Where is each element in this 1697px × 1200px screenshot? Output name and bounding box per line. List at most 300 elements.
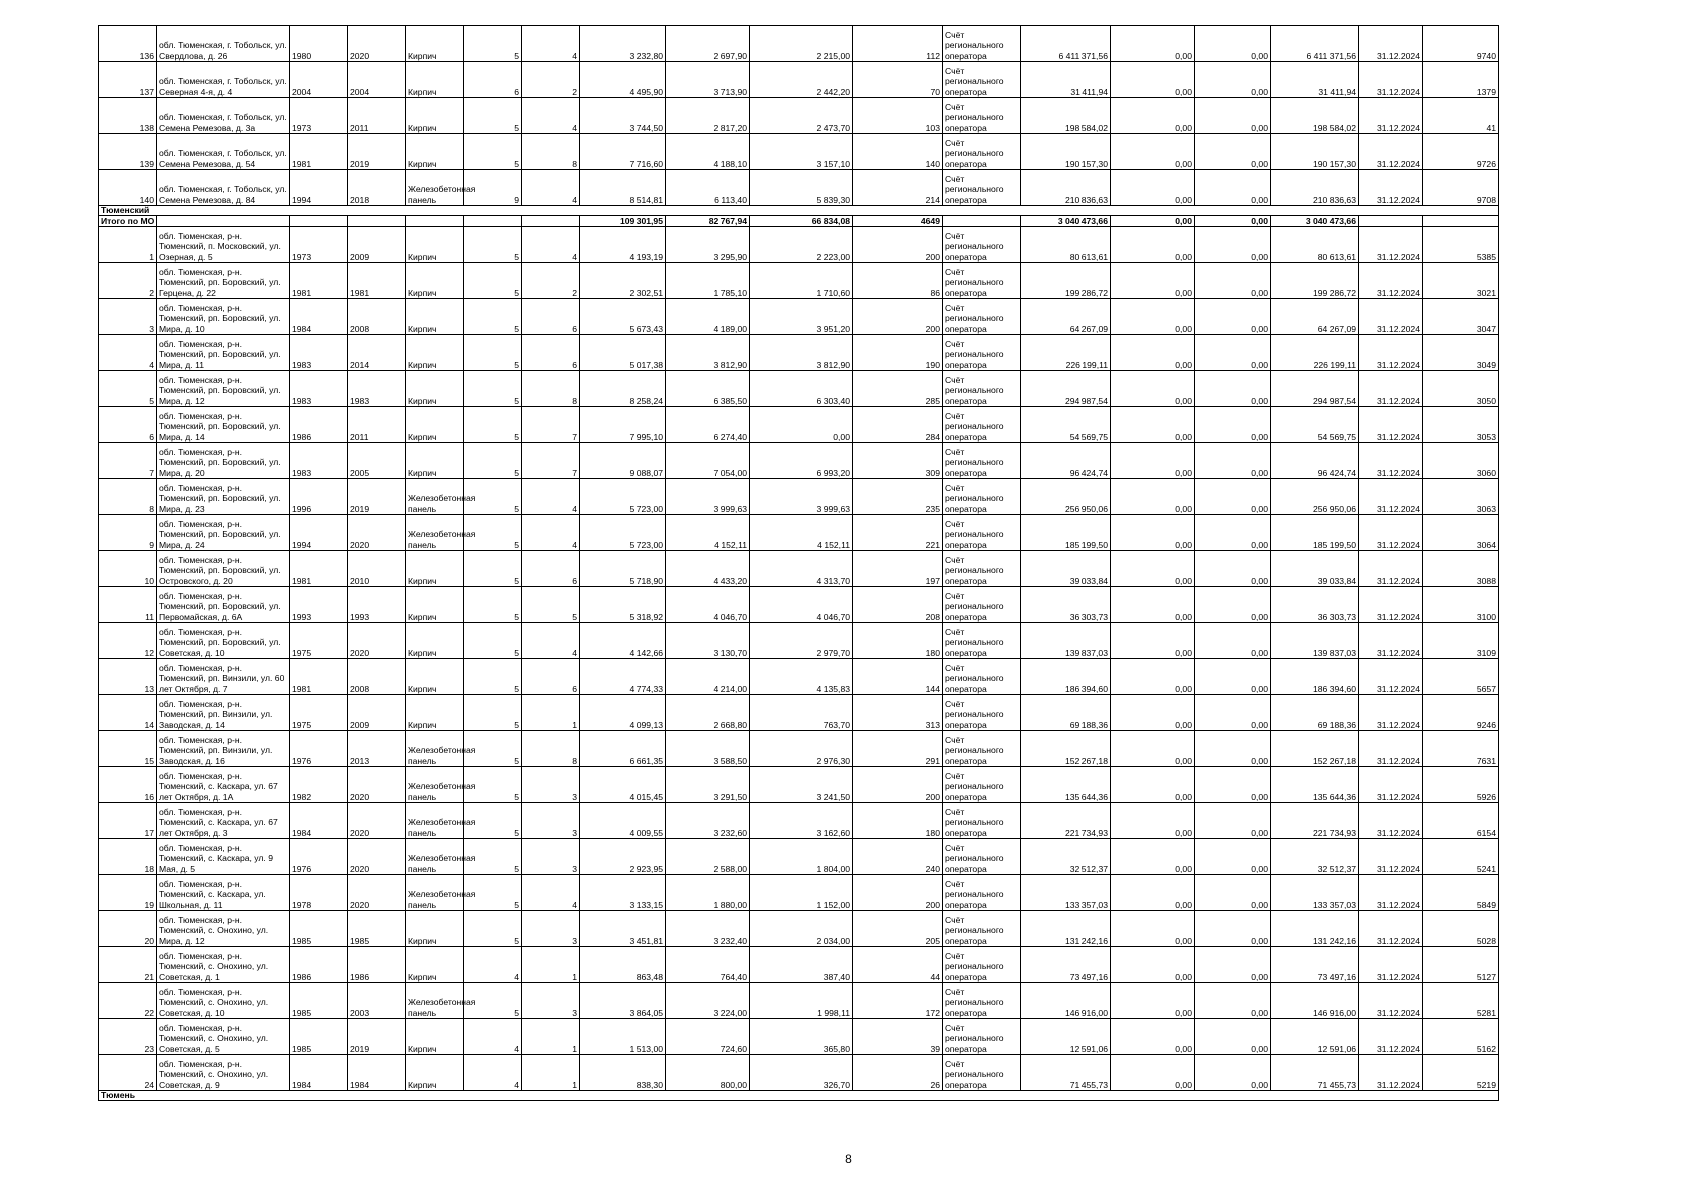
cell-funding-source: Счёт регионального оператора [943, 659, 1021, 695]
cell-fund-b: 0,00 [1195, 335, 1271, 371]
table-row [99, 263, 1499, 299]
cell-fund-a: 0,00 [1111, 134, 1195, 170]
cell-wall-material: Кирпич [406, 659, 464, 695]
cell-id: 3053 [1423, 407, 1499, 443]
cell-address: обл. Тюменская, г. Тобольск, ул. Семена Ремезова, д. 84 [157, 170, 290, 206]
cell-wall-material: Железобетонная панель [406, 767, 464, 803]
cell-fund-b: 0,00 [1195, 551, 1271, 587]
cell-floors: 5 [464, 227, 522, 263]
total-row [99, 216, 1499, 227]
cell-year-built: 1981 [290, 134, 348, 170]
cell-deadline: 31.12.2024 [1359, 407, 1423, 443]
cell-year-repair: 2008 [348, 299, 406, 335]
cell-area-private: 1 804,00 [750, 839, 853, 875]
cell-deadline: 31.12.2024 [1359, 803, 1423, 839]
cell-cost-total: 199 286,72 [1021, 263, 1111, 299]
cell-year-repair: 2020 [348, 767, 406, 803]
cell-cost-total: 6 411 371,56 [1021, 26, 1111, 62]
cell-year-repair: 2020 [348, 839, 406, 875]
cell-year-repair: 2005 [348, 443, 406, 479]
cell-id: 5219 [1423, 1055, 1499, 1091]
cell-deadline: 31.12.2024 [1359, 26, 1423, 62]
cell-residents: 70 [853, 62, 943, 98]
cell-fund-b: 0,00 [1195, 587, 1271, 623]
cell-address: обл. Тюменская, р-н. Тюменский, с. Каскара, ул. 67 лет Октября, д. 1А [157, 767, 290, 803]
cell-num: 7 [99, 443, 157, 479]
cell-fund-a: 0,00 [1111, 875, 1195, 911]
cell-entrances: 4 [522, 227, 580, 263]
cell-fund-a: 0,00 [1111, 623, 1195, 659]
cell-entrances: 5 [522, 587, 580, 623]
cell-fund-b: 0,00 [1195, 911, 1271, 947]
cell-cost-total: 135 644,36 [1021, 767, 1111, 803]
table-row [99, 983, 1499, 1019]
cell-area-private: 2 979,70 [750, 623, 853, 659]
cell-entrances: 4 [522, 623, 580, 659]
cell-area-private: 387,40 [750, 947, 853, 983]
cell-fund-b: 0,00 [1195, 26, 1271, 62]
cell-deadline: 31.12.2024 [1359, 947, 1423, 983]
cell-fund-b: 0,00 [1195, 1055, 1271, 1091]
cell-fund-a: 0,00 [1111, 551, 1195, 587]
cell-area-rooms: 2 817,20 [666, 98, 750, 134]
cell-funding-source: Счёт регионального оператора [943, 170, 1021, 206]
cell-entrances: 4 [522, 98, 580, 134]
cell-num: 11 [99, 587, 157, 623]
cell-id: 5849 [1423, 875, 1499, 911]
cell-fund-a: 0,00 [1111, 911, 1195, 947]
cell-area-private: 3 162,60 [750, 803, 853, 839]
cell-fund-c: 131 242,16 [1271, 911, 1359, 947]
cell-entrances: 4 [522, 515, 580, 551]
cell-residents: 285 [853, 371, 943, 407]
cell-floors: 5 [464, 839, 522, 875]
cell-fund-c: 221 734,93 [1271, 803, 1359, 839]
cell-area-rooms: 3 713,90 [666, 62, 750, 98]
cell-area-rooms: 4 433,20 [666, 551, 750, 587]
cell-residents: 313 [853, 695, 943, 731]
cell-floors: 6 [464, 62, 522, 98]
cell-fund-c: 139 837,03 [1271, 623, 1359, 659]
cell-entrances: 8 [522, 731, 580, 767]
total-cell: 3 040 473,66 [1271, 216, 1359, 227]
cell-cost-total: 36 303,73 [1021, 587, 1111, 623]
cell-entrances: 1 [522, 1019, 580, 1055]
cell-fund-c: 96 424,74 [1271, 443, 1359, 479]
cell-fund-a: 0,00 [1111, 515, 1195, 551]
cell-residents: 284 [853, 407, 943, 443]
cell-id: 5127 [1423, 947, 1499, 983]
cell-fund-c: 256 950,06 [1271, 479, 1359, 515]
cell-deadline: 31.12.2024 [1359, 371, 1423, 407]
cell-funding-source: Счёт регионального оператора [943, 299, 1021, 335]
table-row [99, 1019, 1499, 1055]
cell-total-area: 4 142,66 [580, 623, 666, 659]
cell-id: 41 [1423, 98, 1499, 134]
cell-residents: 221 [853, 515, 943, 551]
cell-cost-total: 64 267,09 [1021, 299, 1111, 335]
cell-deadline: 31.12.2024 [1359, 515, 1423, 551]
cell-area-rooms: 2 588,00 [666, 839, 750, 875]
cell-cost-total: 39 033,84 [1021, 551, 1111, 587]
cell-residents: 86 [853, 263, 943, 299]
cell-cost-total: 226 199,11 [1021, 335, 1111, 371]
cell-area-rooms: 3 130,70 [666, 623, 750, 659]
cell-floors: 5 [464, 911, 522, 947]
cell-wall-material: Кирпич [406, 62, 464, 98]
cell-funding-source: Счёт регионального оператора [943, 839, 1021, 875]
cell-fund-b: 0,00 [1195, 98, 1271, 134]
cell-fund-c: 190 157,30 [1271, 134, 1359, 170]
cell-area-private: 4 046,70 [750, 587, 853, 623]
cell-num: 13 [99, 659, 157, 695]
cell-fund-b: 0,00 [1195, 263, 1271, 299]
cell-area-rooms: 3 295,90 [666, 227, 750, 263]
cell-fund-a: 0,00 [1111, 443, 1195, 479]
cell-fund-b: 0,00 [1195, 731, 1271, 767]
cell-total-area: 2 923,95 [580, 839, 666, 875]
cell-floors: 5 [464, 983, 522, 1019]
cell-entrances: 4 [522, 875, 580, 911]
table-row [99, 695, 1499, 731]
cell-deadline: 31.12.2024 [1359, 731, 1423, 767]
cell-year-repair: 2019 [348, 134, 406, 170]
cell-id: 5657 [1423, 659, 1499, 695]
cell-num: 140 [99, 170, 157, 206]
cell-year-built: 1981 [290, 551, 348, 587]
cell-entrances: 7 [522, 443, 580, 479]
section-header-row [99, 206, 1499, 216]
cell-wall-material: Кирпич [406, 407, 464, 443]
cell-residents: 208 [853, 587, 943, 623]
cell-funding-source: Счёт регионального оператора [943, 587, 1021, 623]
cell-residents: 291 [853, 731, 943, 767]
cell-fund-a: 0,00 [1111, 371, 1195, 407]
cell-fund-a: 0,00 [1111, 170, 1195, 206]
cell-entrances: 4 [522, 479, 580, 515]
cell-total-area: 2 302,51 [580, 263, 666, 299]
cell-floors: 5 [464, 407, 522, 443]
cell-id: 3060 [1423, 443, 1499, 479]
cell-area-private: 4 152,11 [750, 515, 853, 551]
cell-area-rooms: 724,60 [666, 1019, 750, 1055]
cell-funding-source: Счёт регионального оператора [943, 26, 1021, 62]
cell-address: обл. Тюменская, р-н. Тюменский, рп. Боровский, ул. Первомайская, д. 6А [157, 587, 290, 623]
total-cell: 4649 [853, 216, 943, 227]
cell-floors: 5 [464, 551, 522, 587]
cell-area-private: 0,00 [750, 407, 853, 443]
cell-fund-a: 0,00 [1111, 659, 1195, 695]
cell-funding-source: Счёт регионального оператора [943, 479, 1021, 515]
cell-year-built: 1986 [290, 947, 348, 983]
cell-fund-a: 0,00 [1111, 731, 1195, 767]
cell-cost-total: 210 836,63 [1021, 170, 1111, 206]
cell-fund-b: 0,00 [1195, 227, 1271, 263]
cell-address: обл. Тюменская, р-н. Тюменский, рп. Боровский, ул. Мира, д. 11 [157, 335, 290, 371]
cell-num: 1 [99, 227, 157, 263]
cell-num: 2 [99, 263, 157, 299]
cell-total-area: 4 495,90 [580, 62, 666, 98]
cell-funding-source: Счёт регионального оператора [943, 227, 1021, 263]
cell-fund-a: 0,00 [1111, 98, 1195, 134]
cell-total-area: 9 088,07 [580, 443, 666, 479]
cell-year-repair: 2020 [348, 623, 406, 659]
cell-num: 24 [99, 1055, 157, 1091]
cell-area-rooms: 3 291,50 [666, 767, 750, 803]
cell-residents: 197 [853, 551, 943, 587]
cell-fund-a: 0,00 [1111, 335, 1195, 371]
cell-floors: 5 [464, 26, 522, 62]
cell-cost-total: 152 267,18 [1021, 731, 1111, 767]
page-number: 8 [845, 1152, 852, 1166]
cell-total-area: 3 744,50 [580, 98, 666, 134]
cell-area-private: 6 303,40 [750, 371, 853, 407]
cell-fund-c: 294 987,54 [1271, 371, 1359, 407]
cell-entrances: 3 [522, 803, 580, 839]
cell-num: 23 [99, 1019, 157, 1055]
cell-address: обл. Тюменская, г. Тобольск, ул. Семена Ремезова, д. 54 [157, 134, 290, 170]
cell-residents: 180 [853, 803, 943, 839]
cell-year-repair: 2019 [348, 479, 406, 515]
cell-funding-source: Счёт регионального оператора [943, 515, 1021, 551]
cell-fund-c: 146 916,00 [1271, 983, 1359, 1019]
table-row [99, 170, 1499, 206]
cell-entrances: 6 [522, 299, 580, 335]
cell-total-area: 8 514,81 [580, 170, 666, 206]
cell-fund-c: 152 267,18 [1271, 731, 1359, 767]
cell-wall-material: Железобетонная панель [406, 983, 464, 1019]
cell-year-built: 1973 [290, 98, 348, 134]
cell-year-built: 1985 [290, 911, 348, 947]
cell-floors: 5 [464, 767, 522, 803]
cell-address: обл. Тюменская, р-н. Тюменский, с. Онохино, ул. Советская, д. 5 [157, 1019, 290, 1055]
cell-floors: 5 [464, 263, 522, 299]
table-row [99, 803, 1499, 839]
cell-id: 1379 [1423, 62, 1499, 98]
cell-address: обл. Тюменская, р-н. Тюменский, с. Каскара, ул. 9 Мая, д. 5 [157, 839, 290, 875]
cell-total-area: 4 193,19 [580, 227, 666, 263]
cell-floors: 5 [464, 134, 522, 170]
housing-register-table [98, 25, 1499, 1101]
total-cell: 109 301,95 [580, 216, 666, 227]
cell-year-repair: 1981 [348, 263, 406, 299]
cell-floors: 5 [464, 515, 522, 551]
cell-deadline: 31.12.2024 [1359, 911, 1423, 947]
cell-fund-a: 0,00 [1111, 839, 1195, 875]
cell-entrances: 8 [522, 134, 580, 170]
cell-year-built: 1975 [290, 623, 348, 659]
cell-funding-source: Счёт регионального оператора [943, 983, 1021, 1019]
cell-address: обл. Тюменская, р-н. Тюменский, рп. Боровский, ул. Мира, д. 20 [157, 443, 290, 479]
cell-address: обл. Тюменская, р-н. Тюменский, с. Онохино, ул. Советская, д. 1 [157, 947, 290, 983]
section-header: Тюмень [99, 1091, 1499, 1101]
cell-fund-c: 6 411 371,56 [1271, 26, 1359, 62]
total-label: Итого по МО [99, 216, 157, 227]
cell-fund-a: 0,00 [1111, 803, 1195, 839]
cell-year-built: 1984 [290, 1055, 348, 1091]
cell-entrances: 2 [522, 263, 580, 299]
cell-num: 10 [99, 551, 157, 587]
cell-address: обл. Тюменская, р-н. Тюменский, рп. Боровский, ул. Островского, д. 20 [157, 551, 290, 587]
cell-funding-source: Счёт регионального оператора [943, 767, 1021, 803]
cell-year-repair: 1983 [348, 371, 406, 407]
cell-fund-a: 0,00 [1111, 587, 1195, 623]
cell-residents: 44 [853, 947, 943, 983]
cell-fund-a: 0,00 [1111, 1055, 1195, 1091]
cell-id: 3049 [1423, 335, 1499, 371]
cell-area-private: 3 157,10 [750, 134, 853, 170]
cell-funding-source: Счёт регионального оператора [943, 695, 1021, 731]
cell-total-area: 3 451,81 [580, 911, 666, 947]
cell-address: обл. Тюменская, р-н. Тюменский, с. Каскара, ул. 67 лет Октября, д. 3 [157, 803, 290, 839]
table-row [99, 551, 1499, 587]
cell-id: 3047 [1423, 299, 1499, 335]
cell-year-repair: 2011 [348, 407, 406, 443]
cell-fund-c: 185 199,50 [1271, 515, 1359, 551]
cell-year-built: 1985 [290, 1019, 348, 1055]
table-row [99, 623, 1499, 659]
cell-year-repair: 1986 [348, 947, 406, 983]
cell-deadline: 31.12.2024 [1359, 551, 1423, 587]
cell-area-private: 2 473,70 [750, 98, 853, 134]
cell-year-built: 1984 [290, 299, 348, 335]
cell-num: 12 [99, 623, 157, 659]
total-cell [1423, 216, 1499, 227]
cell-year-built: 1993 [290, 587, 348, 623]
cell-area-rooms: 3 588,50 [666, 731, 750, 767]
cell-fund-c: 39 033,84 [1271, 551, 1359, 587]
cell-fund-b: 0,00 [1195, 695, 1271, 731]
total-cell: 0,00 [1195, 216, 1271, 227]
cell-num: 136 [99, 26, 157, 62]
cell-entrances: 3 [522, 911, 580, 947]
cell-fund-b: 0,00 [1195, 443, 1271, 479]
cell-total-area: 5 718,90 [580, 551, 666, 587]
table-row [99, 479, 1499, 515]
cell-deadline: 31.12.2024 [1359, 134, 1423, 170]
cell-wall-material: Кирпич [406, 98, 464, 134]
cell-year-built: 1981 [290, 263, 348, 299]
cell-cost-total: 31 411,94 [1021, 62, 1111, 98]
cell-num: 19 [99, 875, 157, 911]
cell-fund-b: 0,00 [1195, 659, 1271, 695]
cell-fund-b: 0,00 [1195, 62, 1271, 98]
cell-num: 22 [99, 983, 157, 1019]
cell-year-built: 2004 [290, 62, 348, 98]
cell-wall-material: Железобетонная панель [406, 515, 464, 551]
cell-year-repair: 2013 [348, 731, 406, 767]
cell-total-area: 5 673,43 [580, 299, 666, 335]
cell-floors: 5 [464, 731, 522, 767]
cell-deadline: 31.12.2024 [1359, 587, 1423, 623]
cell-num: 139 [99, 134, 157, 170]
total-cell [464, 216, 522, 227]
cell-deadline: 31.12.2024 [1359, 695, 1423, 731]
cell-fund-c: 226 199,11 [1271, 335, 1359, 371]
cell-year-built: 1983 [290, 371, 348, 407]
table-row [99, 767, 1499, 803]
cell-total-area: 5 723,00 [580, 515, 666, 551]
cell-fund-a: 0,00 [1111, 767, 1195, 803]
cell-fund-a: 0,00 [1111, 1019, 1195, 1055]
cell-area-private: 1 710,60 [750, 263, 853, 299]
cell-funding-source: Счёт регионального оператора [943, 443, 1021, 479]
cell-total-area: 6 661,35 [580, 731, 666, 767]
cell-area-private: 1 998,11 [750, 983, 853, 1019]
cell-residents: 205 [853, 911, 943, 947]
cell-funding-source: Счёт регионального оператора [943, 98, 1021, 134]
cell-area-rooms: 2 668,80 [666, 695, 750, 731]
cell-address: обл. Тюменская, р-н. Тюменский, рп. Боровский, ул. Мира, д. 23 [157, 479, 290, 515]
cell-area-private: 2 976,30 [750, 731, 853, 767]
cell-wall-material: Кирпич [406, 335, 464, 371]
cell-residents: 180 [853, 623, 943, 659]
cell-fund-a: 0,00 [1111, 695, 1195, 731]
cell-id: 5162 [1423, 1019, 1499, 1055]
cell-address: обл. Тюменская, р-н. Тюменский, рп. Боровский, ул. Мира, д. 14 [157, 407, 290, 443]
cell-fund-a: 0,00 [1111, 62, 1195, 98]
cell-funding-source: Счёт регионального оператора [943, 875, 1021, 911]
cell-id: 5281 [1423, 983, 1499, 1019]
total-cell: 82 767,94 [666, 216, 750, 227]
cell-deadline: 31.12.2024 [1359, 479, 1423, 515]
cell-residents: 235 [853, 479, 943, 515]
cell-entrances: 4 [522, 26, 580, 62]
cell-id: 9726 [1423, 134, 1499, 170]
cell-deadline: 31.12.2024 [1359, 443, 1423, 479]
cell-entrances: 8 [522, 371, 580, 407]
cell-cost-total: 139 837,03 [1021, 623, 1111, 659]
cell-cost-total: 198 584,02 [1021, 98, 1111, 134]
cell-residents: 140 [853, 134, 943, 170]
cell-funding-source: Счёт регионального оператора [943, 731, 1021, 767]
cell-area-rooms: 6 385,50 [666, 371, 750, 407]
cell-deadline: 31.12.2024 [1359, 98, 1423, 134]
cell-floors: 5 [464, 695, 522, 731]
cell-id: 9708 [1423, 170, 1499, 206]
total-cell [290, 216, 348, 227]
cell-entrances: 2 [522, 62, 580, 98]
cell-address: обл. Тюменская, р-н. Тюменский, рп. Винзили, ул. Заводская, д. 16 [157, 731, 290, 767]
table-row [99, 947, 1499, 983]
cell-funding-source: Счёт регионального оператора [943, 1019, 1021, 1055]
cell-floors: 5 [464, 98, 522, 134]
cell-funding-source: Счёт регионального оператора [943, 947, 1021, 983]
cell-address: обл. Тюменская, р-н. Тюменский, рп. Винзили, ул. Заводская, д. 14 [157, 695, 290, 731]
cell-funding-source: Счёт регионального оператора [943, 335, 1021, 371]
cell-fund-b: 0,00 [1195, 479, 1271, 515]
cell-address: обл. Тюменская, г. Тобольск, ул. Свердлова, д. 26 [157, 26, 290, 62]
cell-num: 9 [99, 515, 157, 551]
total-cell [522, 216, 580, 227]
cell-fund-c: 133 357,03 [1271, 875, 1359, 911]
cell-area-rooms: 6 113,40 [666, 170, 750, 206]
table-row [99, 227, 1499, 263]
cell-funding-source: Счёт регионального оператора [943, 371, 1021, 407]
cell-floors: 5 [464, 803, 522, 839]
cell-residents: 26 [853, 1055, 943, 1091]
cell-funding-source: Счёт регионального оператора [943, 911, 1021, 947]
cell-floors: 5 [464, 335, 522, 371]
cell-residents: 240 [853, 839, 943, 875]
cell-fund-b: 0,00 [1195, 767, 1271, 803]
cell-year-repair: 2011 [348, 98, 406, 134]
cell-id: 3100 [1423, 587, 1499, 623]
total-cell [943, 216, 1021, 227]
cell-area-private: 365,80 [750, 1019, 853, 1055]
cell-residents: 200 [853, 875, 943, 911]
cell-total-area: 3 232,80 [580, 26, 666, 62]
